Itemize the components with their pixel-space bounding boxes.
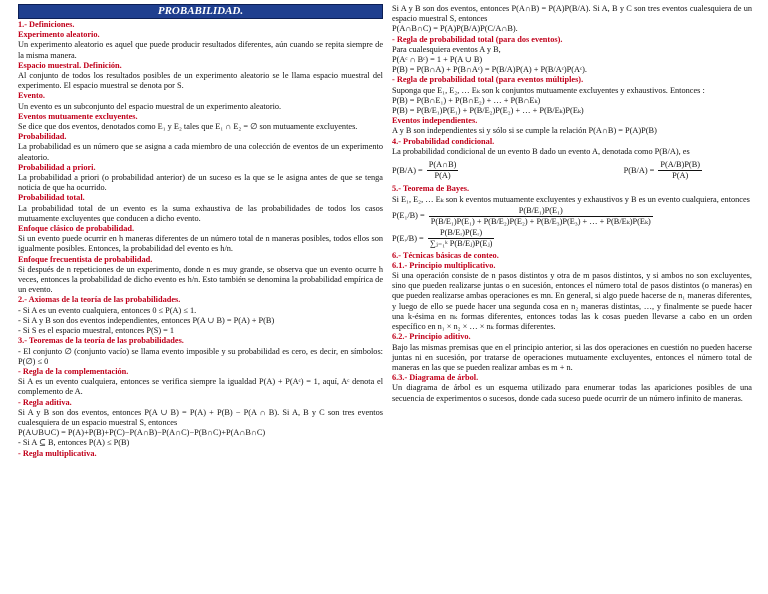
- section-heading: Experimento aleatorio.: [18, 30, 100, 40]
- section-heading: - Regla de la complementación.: [18, 366, 129, 376]
- conditional-formulas: [392, 159, 752, 182]
- conditional-bayes-formula: [624, 160, 702, 181]
- section-heading: - Regla de probabilidad total (para eventos múltiples).: [392, 75, 584, 85]
- paragraph: Si A y B son dos eventos, entonces P(A∩B) = P(A)P(B/A). Si A, B y C son tres eventos cualesquiera de un espacio muestral S, entonces: [392, 4, 752, 24]
- paragraph: La probabilidad es un número que se asigna a cada miembro de una colección de eventos de un experimento aleatorio.: [18, 142, 383, 162]
- paragraph: Un evento es un subconjunto del espacio muestral de un experimento aleatorio.: [18, 101, 282, 111]
- bayes-formula-1: [392, 206, 752, 227]
- conditional-formula: [392, 160, 458, 181]
- right-content-b: [392, 184, 752, 204]
- bayes-formula-2: [392, 228, 752, 249]
- equation: P(B) = P(B∩A) + P(B∩Aᶜ) = P(B/A)P(A) + P(B/Aᶜ)P(Aᶜ).: [392, 65, 587, 75]
- paragraph: Si E₁, E₂, … Eₖ son k eventos mutuamente excluyentes y exhaustivos y B es un evento cualquiera, entonces: [392, 194, 750, 204]
- section-heading: 3.- Teoremas de la teoría de las probabilidades.: [18, 336, 184, 346]
- numerator: P(B/Eᵣ)P(Eᵣ): [428, 228, 495, 239]
- paragraph: La probabilidad total de un evento es la suma exhaustiva de las probabilidades de todos los casos mutuamente excluyentes que conducen a dicho evento.: [18, 203, 383, 223]
- paragraph: - El conjunto ∅ (conjunto vacío) se llama evento imposible y su probabilidad es cero, es decir, en símbolos: P(∅) ≤ 0: [18, 346, 383, 366]
- section-heading: 6.2.- Principio aditivo.: [392, 332, 471, 342]
- fraction: [658, 160, 702, 181]
- right-column: [392, 4, 752, 404]
- paragraph: Si A es un evento cualquiera, entonces se verifica siempre la igualdad P(A) + P(Aᶜ) = 1, aquí, Aᶜ denota el complemento de A.: [18, 377, 383, 397]
- paragraph: Suponga que E₁, E₂, … Eₖ son k conjuntos mutuamente excluyentes y exhaustivos. Entonces :: [392, 85, 705, 95]
- paragraph: Si un evento puede ocurrir en h maneras diferentes de un número total de n maneras posibles, todos ellos son igualmente posibles. Entonces, la probabilidad del evento es h/n.: [18, 234, 383, 254]
- section-heading: Enfoque clásico de probabilidad.: [18, 224, 135, 234]
- paragraph: - Si A y B son dos eventos independientes, entonces P(A ∪ B) = P(A) + P(B): [18, 315, 275, 325]
- formula-lhs: P(B/A) =: [623, 165, 655, 175]
- right-content-a: [392, 4, 752, 157]
- section-heading: Eventos mutuamente excluyentes.: [18, 111, 138, 121]
- section-heading: 6.1.- Principio multiplicativo.: [392, 260, 496, 270]
- right-content-c: [392, 251, 752, 404]
- paragraph: Para cualesquiera eventos A y B,: [392, 44, 501, 54]
- paragraph: Un diagrama de árbol es un esquema utilizado para enumerar todas las apariciones posibles de una secuencia de experimentos o sucesos, donde cada suceso puede ocurrir de un número infinito de maneras.: [392, 383, 752, 403]
- paragraph: Si A y B son dos eventos, entonces P(A ∪ B) = P(A) + P(B) − P(A ∩ B). Si A, B y C son tres eventos cualesquiera de un espacio muestral S, entonces: [18, 407, 383, 427]
- paragraph: Se dice que dos eventos, denotados como E₁ y E₂ tales que E₁ ∩ E₂ = ∅ son mutuamente excluyentes.: [18, 122, 358, 132]
- denominator: ∑ⱼ₌₁ᵏ P(B/Eⱼ)P(Eⱼ): [429, 239, 493, 249]
- paragraph: La probabilidad condicional de un evento B dado un evento A, denotada como P(B/A), es: [392, 146, 690, 156]
- section-heading: 5.- Teorema de Bayes.: [392, 184, 470, 194]
- section-heading: Probabilidad total.: [18, 193, 85, 203]
- section-heading: Probabilidad a priori.: [18, 162, 96, 172]
- page-title: PROBABILIDAD.: [18, 4, 383, 19]
- fraction: [429, 206, 653, 227]
- section-heading: - Regla aditiva.: [18, 397, 72, 407]
- numerator: P(B/E₁)P(E₁): [429, 206, 653, 217]
- equation: P(Aᶜ ∩ Bᶜ) = 1 + P(A ∪ B): [392, 55, 483, 65]
- denominator: P(A): [672, 171, 689, 181]
- denominator: P(A): [434, 171, 451, 181]
- section-heading: - Regla multiplicativa.: [18, 448, 97, 458]
- paragraph: Bajo las mismas premisas que en el principio anterior, si las dos operaciones en cuestión no pueden hacerse juntas ni en sucesión, por tratarse de operaciones mutuamente excluyentes, entonces el número total de maneras en las que se pueden realizar ambas es m + n.: [392, 342, 752, 372]
- fraction: [427, 160, 459, 181]
- paragraph: La probabilidad a priori (o probabilidad anterior) de un suceso es la que se le asigna antes de que se tenga noticia de que ha ocurrido.: [18, 173, 383, 193]
- paragraph: - Si A es un evento cualquiera, entonces 0 ≤ P(A) ≤ 1.: [18, 305, 197, 315]
- left-content: [18, 20, 383, 459]
- equation: P(B) = P(B/E₁)P(E₁) + P(B/E₂)P(E₂) + … + P(B/Eₖ)P(Eₖ): [392, 106, 584, 116]
- section-heading: Evento.: [18, 91, 45, 101]
- section-heading: Eventos independientes.: [392, 116, 478, 126]
- section-heading: 6.3.- Diagrama de árbol.: [392, 373, 479, 383]
- left-column: [18, 4, 383, 459]
- equation: P(A∪B∪C) = P(A)+P(B)+P(C)−P(A∩B)−P(A∩C)−P(B∩C)+P(A∩B∩C): [18, 428, 266, 438]
- fraction: [428, 228, 495, 249]
- section-heading: 2.- Axiomas de la teoría de las probabilidades.: [18, 295, 181, 305]
- section-heading: 6.- Técnicas básicas de conteo.: [392, 250, 499, 260]
- section-heading: Enfoque frecuentista de probabilidad.: [18, 254, 153, 264]
- formula-lhs: P(E₁/B) =: [392, 211, 425, 221]
- paragraph: Si una operación consiste de n pasos distintos y otra de m pasos distintos, y si ambos no son excluyentes, sino que pueden realizarse juntas o en sucesión, entonces el número total de pasos distintos (o maneras) en que pueden realizarse ambas operaciones es mn. En general, si algo puede hacerse de n₁ maneras diferentes, y luego de ello se puede hacer una segunda cosa en n₂ maneras distintas, …, y finalmente se puede hacer una k-ésima en nₖ formas diferentes, entonces todas las k cosas pueden llevarse a cabo en un orden específico en n₁ × n₂ × … × nₖ formas diferentes.: [392, 271, 752, 332]
- section-heading: 4.- Probabilidad condicional.: [392, 136, 495, 146]
- section-heading: - Regla de probabilidad total (para dos eventos).: [392, 34, 563, 44]
- equation: P(A∩B∩C) = P(A)P(B/A)P(C/A∩B).: [392, 24, 518, 34]
- section-heading: 1.- Definiciones.: [18, 20, 75, 29]
- denominator: P(B/E₁)P(E₁) + P(B/E₂)P(E₂) + P(B/E₃)P(E₃) + … + P(B/Eₖ)P(Eₖ): [430, 217, 651, 227]
- paragraph: - Si A ⊆ B, entonces P(A) ≤ P(B): [18, 438, 130, 448]
- paragraph: - Si S es el espacio muestral, entonces P(S) = 1: [18, 326, 175, 336]
- paragraph: Un experimento aleatorio es aquel que puede producir resultados diferentes, aún cuando se repita siempre de la misma manera.: [18, 40, 383, 60]
- formula-lhs: P(Eᵣ/B) =: [392, 233, 424, 243]
- paragraph: A y B son independientes si y sólo si se cumple la relación P(A∩B) = P(A)P(B): [392, 126, 657, 136]
- formula-lhs: P(B/A) =: [392, 165, 423, 175]
- section-heading: Espacio muestral. Definición.: [18, 60, 122, 70]
- equation: P(B) = P(B∩E₁) + P(B∩E₂) + … + P(B∩Eₖ): [392, 95, 541, 105]
- numerator: P(A∩B): [427, 160, 459, 171]
- paragraph: Si después de n repeticiones de un experimento, donde n es muy grande, se observa que un evento ocurre h veces, entonces la probabilidad de dicho evento es h/n. Esto también se denomina la probabilidad empírica de un evento.: [18, 264, 383, 295]
- section-heading: Probabilidad.: [18, 132, 67, 142]
- numerator: P(A/B)P(B): [658, 160, 702, 171]
- paragraph: Al conjunto de todos los resultados posibles de un experimento aleatorio se le llama espacio muestral del experimento. El espacio muestral se denota por S.: [18, 71, 383, 91]
